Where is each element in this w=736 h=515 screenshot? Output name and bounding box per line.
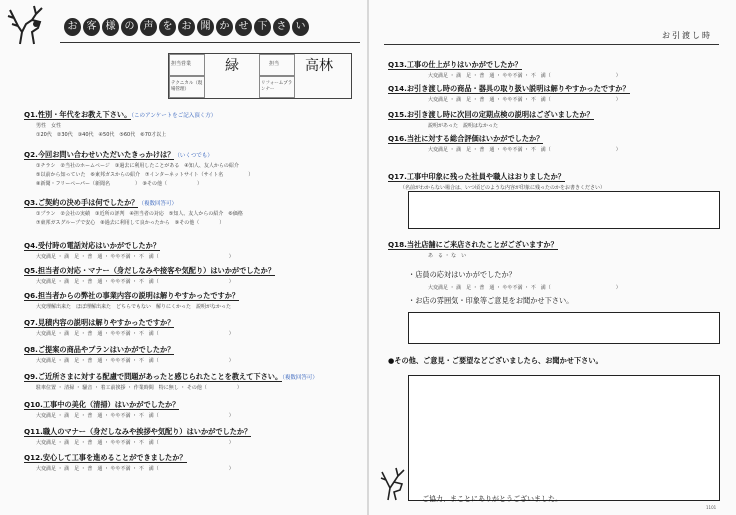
title-char: い [292,18,309,36]
question-q3 [24,198,177,208]
sales-signature: 緑 [225,58,239,74]
title-char: 下 [254,18,271,36]
question-number: Q15. [388,110,407,119]
question-number: Q14. [388,84,407,93]
answer-options[interactable]: 男性 女性 [36,123,62,129]
store-atmosphere-question: ・お店の雰囲気・印象等ご意見をお聞かせ下さい。 [408,296,574,305]
thanks-message: ご協力、まことにありがとうございました。 [422,495,562,503]
question-text: 今回お問い合わせいただいたきっかけは？ [37,150,175,159]
question-text: 職人のマナー（身だしなみや挨拶や気配り）はいかがでしたか？ [42,427,252,436]
store-atmosphere-box[interactable] [408,312,720,344]
answer-options[interactable]: 大変満足 ・ 満 足 ・ 普 通 ・ やや不満 ・ 不 満（ ） [428,97,621,103]
design-label: 担当 [269,61,280,67]
title-char: 客 [83,18,100,36]
answer-options[interactable]: ⑤以前から知っていた ⑥東邦ガスからの紹介 ⑦インターネットサイト（サイト名 ） [36,172,254,178]
answer-options[interactable]: 駐車位置 ・ 清掃 ・ 騒音 ・ 着工前挨拶 ・ 作業時間 特に無し ・ その他（ ） [36,385,242,391]
store-staff-question: ・店員の応対はいかがでしたか？ [408,270,516,279]
question-number: Q1. [24,110,38,119]
question-text: 工事中印象に残った社員や職人はおりましたか？ [406,172,565,181]
question-text: 工事中の美化（清掃）はいかがでしたか？ [42,400,180,409]
question-note: （複数回答可） [282,375,318,381]
question-number: Q16. [388,134,407,143]
question-text: 見積内容の説明は解りやすかったですか？ [37,318,175,327]
deer-logo-icon [6,4,58,46]
answer-options[interactable]: 大変満足 ・ 満 足 ・ 普 通 ・ やや不満 ・ 不 満（ ） [36,413,234,419]
page-fold [367,0,369,515]
question-q9 [24,372,318,382]
title-char: 聞 [197,18,214,36]
answer-options[interactable]: 大変満足 ・ 満 足 ・ 普 通 ・ やや不満 ・ 不 満（ ） [36,254,234,260]
question-text: 当社に対する総合評価はいかがでしたか？ [406,134,544,143]
answer-options[interactable]: 大変満足 ・ 満 足 ・ 普 通 ・ やや不満 ・ 不 満（ ） [36,466,234,472]
title-char: の [121,18,138,36]
question-q2 [24,150,213,160]
answer-options[interactable]: ⑧新聞・フリーペーパー（新聞名 ） ⑨その他（ ） [36,181,203,187]
question-text: 受付時の電話対応はいかがでしたか？ [37,241,161,250]
question-number: Q9. [24,372,38,381]
question-q10 [24,400,179,410]
question-note: （複数回答可） [138,201,177,207]
question-q4 [24,241,160,251]
answer-options[interactable]: 説明があった 説明はなかった [428,123,498,129]
title-char: か [216,18,233,36]
answer-options[interactable]: 大変満足 ・ 満 足 ・ 普 通 ・ やや不満 ・ 不 満（ ） [36,279,234,285]
question-text: 担当者の対応・マナー（身だしなみや接客や気配り）はいかがでしたか？ [37,266,276,275]
question-number: Q8. [24,345,38,354]
question-number: Q13. [388,60,407,69]
question-text: 安心して工事を進めることができましたか？ [42,453,187,462]
question-text: お引き渡し時の商品・器具の取り扱い説明は解りやすかったですか？ [406,84,630,93]
page-title [64,18,309,38]
title-char: を [159,18,176,36]
section-label: お引渡し時 [662,31,712,40]
question-text: 性別・年代をお教え下さい。 [37,110,132,119]
question-note: （いくつでも） [174,153,213,159]
answer-options[interactable]: ⑦東邦ガスグループで安心 ⑧過去に利用して良かったから ⑨その他（ ） [36,220,225,226]
question-q12 [24,453,187,463]
answer-options[interactable]: 大変満足 ・ 満 足 ・ 普 通 ・ やや不満 ・ 不 満（ ） [428,73,621,79]
tech-label: テクニカル（現場管理） [171,81,203,92]
question-number: Q12. [24,453,43,462]
title-char: さ [273,18,290,36]
title-char: お [64,18,81,36]
question-text: 担当者からの弊社の事業内容の説明は解りやすかったですか？ [37,291,240,300]
question-number: Q6. [24,291,38,300]
answer-options[interactable]: ①チラシ ②当社のホームページ ③過去に利用したことがある ④知人、友人からの紹介 [36,163,239,169]
question-q6 [24,291,239,301]
answer-options[interactable]: あ る ・ な い [428,253,467,259]
question-number: Q3. [24,198,38,207]
page-number: 1101 [706,505,717,510]
design-signature: 高林 [305,58,333,74]
question-q5 [24,266,275,276]
question-number: Q17. [388,172,407,181]
question-number: Q11. [24,427,43,436]
question-text: 当社店舗にご来店されたことがございますか？ [406,240,558,249]
staff-table [168,53,352,99]
reform-label: リフォームプランナー [261,81,293,92]
answer-options[interactable]: ①20代 ②30代 ③40代 ④50代 ⑤60代 ⑥70才以上 [36,132,167,138]
question-text: お引き渡し時に次回の定期点検の説明はございましたか？ [406,110,594,119]
deer-footer-icon [380,466,410,502]
question-q17 [388,172,565,182]
question-text: ご近所さまに対する配慮で問題があったと感じられたことを教えて下さい。 [37,372,283,381]
title-char: お [178,18,195,36]
sales-label: 担当営業 [171,61,192,67]
question-number: Q4. [24,241,38,250]
title-char: 様 [102,18,119,36]
other-comments-heading: ●その他、ご意見・ご要望などございましたら、お聞かせ下さい。 [388,356,603,365]
store-staff-options: 大変満足 ・ 満 足 ・ 普 通 ・ やや不満 ・ 不 満（ ） [428,285,621,291]
answer-options[interactable]: 大変満足 ・ 満 足 ・ 普 通 ・ やや不満 ・ 不 満（ ） [36,331,234,337]
question-number: Q18. [388,240,407,249]
question-q13 [388,60,522,70]
title-char: せ [235,18,252,36]
question-q1 [24,110,216,120]
q17-answer-box[interactable] [408,191,720,229]
question-q14 [388,84,630,94]
question-text: 工事の仕上がりはいかがでしたか？ [406,60,522,69]
answer-options[interactable]: 大変理解出来た ほぼ理解出来た どちらでもない 解りにくかった 説明がなかった [36,304,231,310]
answer-options[interactable]: 大変満足 ・ 満 足 ・ 普 通 ・ やや不満 ・ 不 満（ ） [428,147,621,153]
section-underline [384,44,719,45]
question-number: Q2. [24,150,38,159]
answer-options[interactable]: 大変満足 ・ 満 足 ・ 普 通 ・ やや不満 ・ 不 満（ ） [36,358,234,364]
answer-options[interactable]: ①プラン ②会社の実績 ③近所の評判 ④担当者の対応 ⑤知人、友人からの紹介 ⑥価格 [36,211,243,217]
answer-options[interactable]: 大変満足 ・ 満 足 ・ 普 通 ・ やや不満 ・ 不 満（ ） [36,440,234,446]
question-q16 [388,134,543,144]
title-underline [60,42,360,43]
question-q7 [24,318,174,328]
question-q15 [388,110,594,120]
question-number: Q7. [24,318,38,327]
question-number: Q5. [24,266,38,275]
question-number: Q10. [24,400,43,409]
question-text: ご提案の商品やプランはいかがでしたか？ [37,345,175,354]
question-q11 [24,427,251,437]
other-comments-box[interactable] [408,375,720,501]
question-q18 [388,240,558,250]
question-note: （このアンケートをご記入頂く方） [131,113,217,119]
title-char: 声 [140,18,157,36]
question-text: ご契約の決め手は何でしたか？ [37,198,139,207]
answer-options[interactable]: （名前がわからない場合は、いつ頃どのような内容が印象に残ったのかをお書きください） [400,185,606,191]
question-q8 [24,345,174,355]
